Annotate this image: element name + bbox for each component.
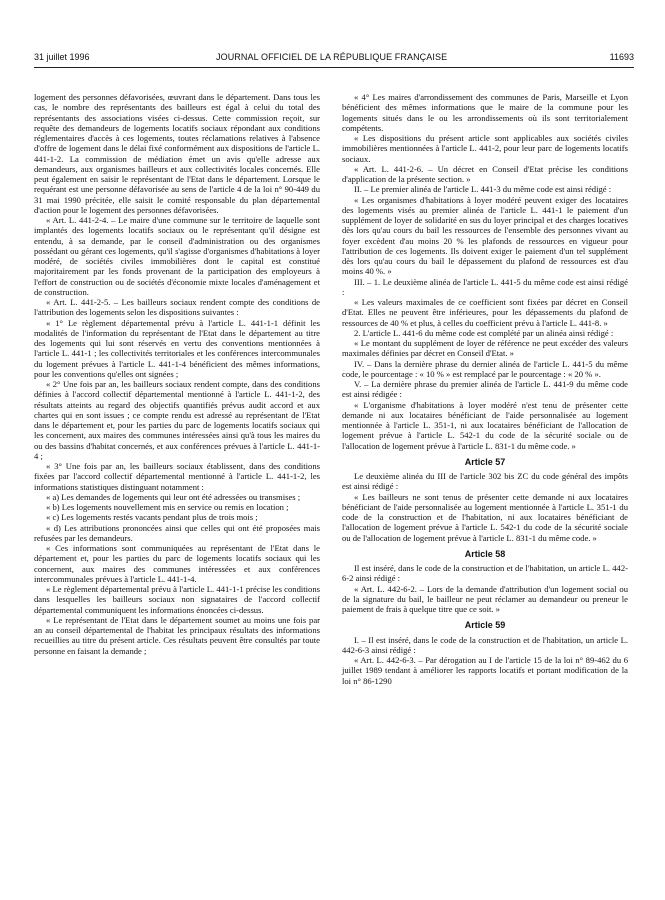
paragraph: « Art. L. 441-2-6. – Un décret en Conseil d'Etat précise les conditions d'application de la présente section. » [342,163,628,184]
paragraph: II. – Le premier alinéa de l'article L. 441-3 du même code est ainsi rédigé : [354,184,612,195]
paragraph: V. – La dernière phrase du premier alinéa de l'article L. 441-9 du même code est ainsi rédigée : [342,379,628,400]
paragraph: Le deuxième alinéa du III de l'article 302 bis ZC du code général des impôts est ainsi rédigé : [342,471,628,492]
paragraph: « Les valeurs maximales de ce coefficient sont fixées par décret en Conseil d'Etat. Elles ne peuvent être inférieures, pour les dépassements du plafond de ressources de 40 % et plus, à celles du coefficient prévu à l'article L. 441-8. » [342,297,628,328]
paragraph: « Les dispositions du présent article sont applicables aux sociétés civiles immobilières mentionnées à l'article L. 441-2, pour leur parc de logements locatifs sociaux. [342,133,628,164]
issue-date: 31 juillet 1996 [34,52,90,62]
paragraph: Il est inséré, dans le code de la construction et de l'habitation, un article L. 442-6-2 ainsi rédigé : [342,563,628,584]
paragraph: « Le montant du supplément de loyer de référence ne peut excéder des valeurs maximales définies par décret en Conseil d'Etat. » [342,338,628,359]
left-column [34,92,320,656]
paragraph: « Le règlement départemental prévu à l'article L. 441-1-1 précise les conditions dans lesquelles les bailleurs sociaux non signataires de l'accord collectif départemental communiquent les informations énoncées ci-dessus. [34,584,320,615]
page-header [34,52,634,66]
page-number: 11693 [609,52,634,62]
paragraph: « Art. L. 442-6-3. – Par dérogation au I de l'article 15 de la loi n° 89-462 du 6 juillet 1989 tendant à améliorer les rapports locatifs et portant modification de la loi n° 86-1290 [342,655,628,686]
paragraph: III. – 1. Le deuxième alinéa de l'article L. 441-5 du même code est ainsi rédigé : [342,276,628,297]
paragraph: « Art. L. 442-6-2. – Lors de la demande d'attribution d'un logement social ou de la signature du bail, le bailleur ne peut réclamer au demandeur ou preneur le paiement de frais à quelque titre que ce soit. » [342,583,628,614]
paragraph: « Ces informations sont communiquées au représentant de l'Etat dans le département et, pour les parties du parc de logements locatifs sociaux qui les concernent, aux maires des communes intéressées et aux conférences intercommunales prévues à l'article L. 441-1-4. [34,543,320,584]
paragraph: 2. L'article L. 441-6 du même code est complété par un alinéa ainsi rédigé : [354,327,614,338]
paragraph: « 3° Une fois par an, les bailleurs sociaux établissent, dans des conditions fixées par l'accord collectif départemental mentionné à l'article L. 441-1-2, les informations statistiques distinguant notamment : [34,461,320,492]
paragraph: « 1° Le règlement départemental prévu à l'article L. 441-1-1 définit les modalités de l'information du représentant de l'Etat dans le département au titre des logements qui lui sont réservés en vertu des conventions mentionnées à l'article L. 441-1 ; les collectivités territoriales et les conférences intercommunales du logement prévues à l'article L. 441-1-4 bénéficient des mêmes informations, pour les conventions qu'elles ont signées ; [34,317,320,379]
paragraph: « a) Les demandes de logements qui leur ont été adressées ou transmises ; [46,491,301,502]
header-rule [34,67,634,68]
paragraph: « Le représentant de l'Etat dans le département soumet au moins une fois par an au conseil départemental de l'habitat les principaux résultats des informations recueillies au titre du présent article. Ces résultats peuvent être consultés par toute personne en faisant la demande ; [34,614,320,656]
paragraph: « L'organisme d'habitations à loyer modéré n'est tenu de présenter cette demande ni aux locataires bénéficiant de l'aide personnalisée au logement mentionnée à l'article L. 351-1, ni aux locataires bénéficiant de l'allocation de logement prévue à l'article L. 542-1 du code de la sécurité sociale ou de l'allocation de logement prévue à l'article L. 831-1 du même code. » [342,399,628,451]
paragraph: « Art. L. 441-2-4. – Le maire d'une commune sur le territoire de laquelle sont implantés des logements locatifs sociaux ou le représentant qu'il désigne est entendu, à sa demande, par le conseil d'administration ou des organismes possédant ou gérant ces logements, qu'il s'agisse d'organismes d'habitations à loyer modéré, de sociétés civiles immobilières dont le capital est constitué majoritairement par les fonds provenant de la participation des employeurs à l'effort de construction ou de sociétés d'économie mixte locales d'aménagement et de construction. [34,215,320,297]
paragraph: « c) Les logements restés vacants pendant plus de trois mois ; [46,512,258,523]
article-57-heading: Article 57 [464,456,506,467]
journal-title: JOURNAL OFFICIEL DE LA RÉPUBLIQUE FRANÇAISE [216,52,448,62]
paragraph: logement des personnes défavorisées, œuvrant dans le département. Dans tous les cas, le nombre des représentants des bailleurs est égal à celui du total des représentants des associations visées ci-dessus. Cette commission reçoit, sur requête des demandeurs de logements locatifs sociaux répondant aux conditions réglementaires d'accès à ces logements, toutes réclamations relatives à l'absence d'offre de logement dans le délai fixé conformément aux dispositions de l'article L. 441-1-2. La commission de médiation émet un avis qu'elle adresse aux demandeurs, aux organismes bailleurs et aux collectivités locales concernés. Elle peut également en saisir le représentant de l'Etat dans le département. Lorsque le requérant est une personne défavorisée au sens de l'article 4 de la loi n° 90-449 du 31 mai 1990 précitée, elle saisit le comité responsable du plan départemental d'action pour le logement des personnes défavorisées. [34,92,320,215]
paragraph: « Art. L. 441-2-5. – Les bailleurs sociaux rendent compte des conditions de l'attribution des logements selon les dispositions suivantes : [34,297,320,318]
right-column [342,92,628,686]
paragraph: « 2° Une fois par an, les bailleurs sociaux rendent compte, dans des conditions définies à l'accord collectif départemental mentionné à l'article L. 441-1-2, des résultats atteints au regard des objectifs quantifiés prévus audit accord et aux chartes qui en sont issues ; ce compte rendu est adressé au représentant de l'Etat dans le département et, pour les parties du parc de logements locatifs sociaux qui les concernent, aux maires des communes intéressées ainsi qu'à tous les maires du ou des bassins d'habitat concernés, et aux conférences prévues à l'article L. 441-1-4 ; [34,379,320,461]
paragraph: IV. – Dans la dernière phrase du dernier alinéa de l'article L. 441-5 du même code, le pourcentage : « 10 % » est remplacé par le pourcentage : « 20 % ». [342,358,628,379]
paragraph: « Les bailleurs ne sont tenus de présenter cette demande ni aux locataires bénéficiant de l'aide personnalisée au logement mentionnée à l'article L. 351-1 du code de la construction et de l'habitation, ni aux locataires bénéficiant de l'allocation de logement prévue à l'article L. 542-1 du code de la sécurité sociale ou de l'allocation de logement prévue à l'article L. 831-1 du même code. » [342,491,628,543]
paragraph: « Les organismes d'habitations à loyer modéré peuvent exiger des locataires des logements visés au premier alinéa de l'article L. 441-1 le paiement d'un supplément de loyer de solidarité en sus du loyer principal et des charges locatives dès lors qu'au cours du bail les ressources de l'ensemble des personnes vivant au foyer excèdent d'au moins 20 % les plafonds de ressources en vigueur pour l'attribution de ces logements. Ils doivent exiger le paiement d'un tel supplément dès lors qu'au cours du bail le dépassement du plafond de ressources est d'au moins 40 %. » [342,194,628,277]
article-58-heading: Article 58 [464,548,506,559]
paragraph: « d) Les attributions prononcées ainsi que celles qui ont été proposées mais refusées par les demandeurs. [34,522,320,543]
paragraph: « b) Les logements nouvellement mis en service ou remis en location ; [46,502,289,512]
paragraph: I. – Il est inséré, dans le code de la construction et de l'habitation, un article L. 442-6-3 ainsi rédigé : [342,634,628,655]
paragraph: « 4° Les maires d'arrondissement des communes de Paris, Marseille et Lyon bénéficient des mêmes informations que le maire de la commune pour les logements situés dans le ou les arrondissements où ils sont territorialement compétents. [342,92,628,133]
article-59-heading: Article 59 [464,620,506,631]
